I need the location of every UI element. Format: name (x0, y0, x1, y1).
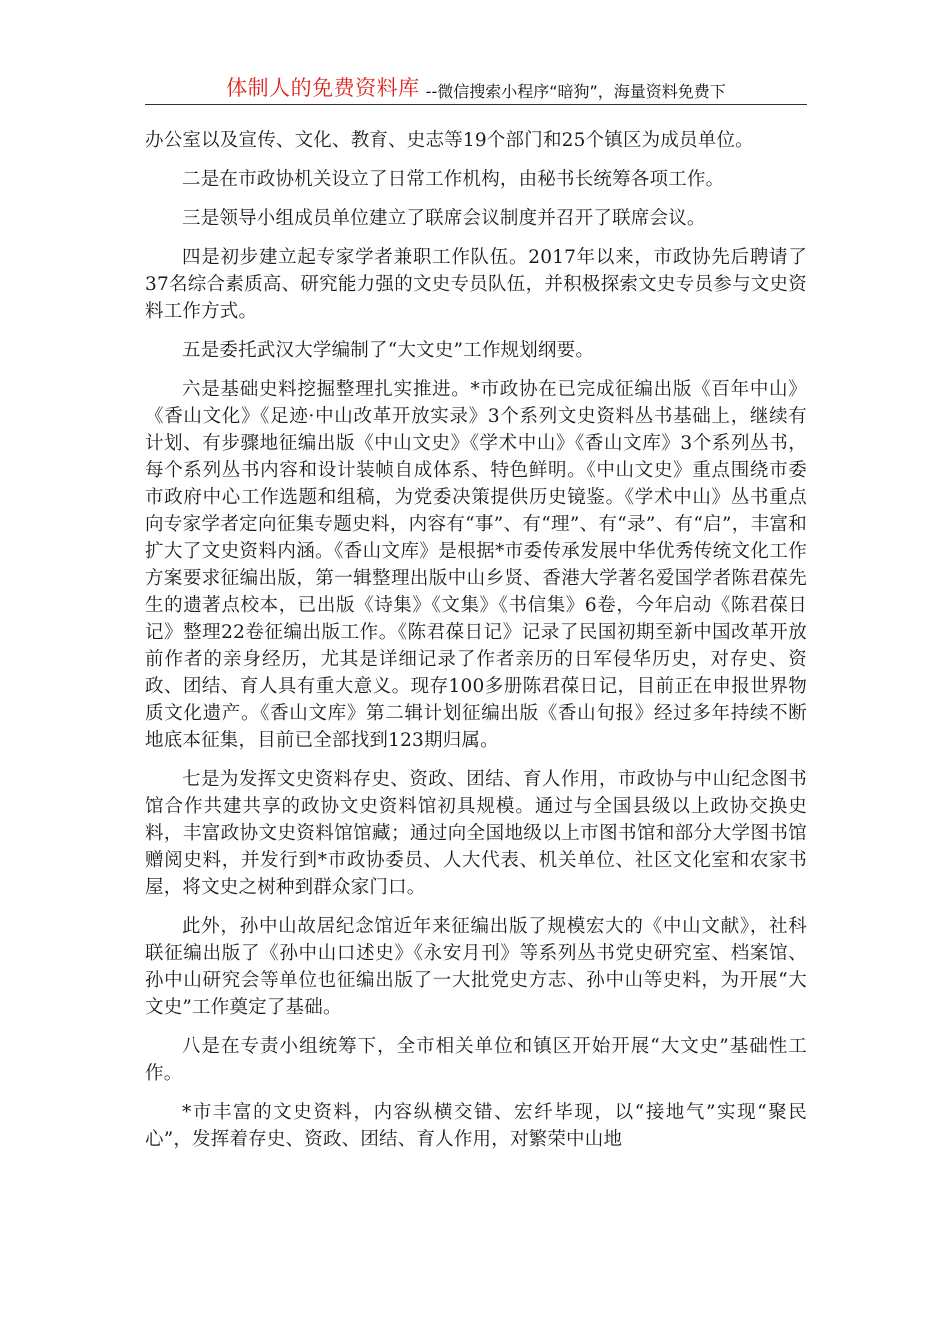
document-body (145, 127, 807, 1165)
paragraph-additional: 此外，孙中山故居纪念馆近年来征编出版了规模宏大的《中山文献》，社科联征编出版了《孙中山口述史》《永安月刊》等系列丛书党史研究室、档案馆、孙中山研究会等单位也征编出版了一大批党史方志、孙中山等史料，为开展“大文史”工作奠定了基础。 (145, 916, 807, 1018)
paragraph-item-7: 七是为发挥文史资料存史、资政、团结、育人作用，市政协与中山纪念图书馆合作共建共享的政协文史资料馆初具规模。通过与全国县级以上政协交换史料，丰富政协文史资料馆馆藏；通过向全国地级以上市图书馆和部分大学图书馆赠阅史料，并发行到*市政协委员、人大代表、机关单位、社区文化室和农家书屋，将文史之树种到群众家门口。 (145, 769, 807, 898)
paragraph-item-3: 三是领导小组成员单位建立了联席会议制度并召开了联席会议。 (182, 208, 706, 229)
paragraph-item-8: 八是在专责小组统筹下，全市相关单位和镇区开始开展“大文史”基础性工作。 (145, 1036, 807, 1084)
header-tagline: --微信搜索小程序“暗狗”，海量资料免费下 (425, 82, 726, 101)
paragraph-item-6: 六是基础史料挖掘整理扎实推进。*市政协在已完成征编出版《百年中山》《香山文化》《足迹·中山改革开放实录》3个系列文史资料丛书基础上，继续有计划、有步骤地征编出版《中山文史》《学术中山》《香山文库》3个系列丛书，每个系列丛书内容和设计装帧自成体系、特色鲜明。《中山文史》重点围绕市委市政府中心工作选题和组稿，为党委决策提供历史镜鉴。《学术中山》丛书重点向专家学者定向征集专题史料，内容有“事”、有“理”、有“录”、有“启”，丰富和扩大了文史资料内涵。《香山文库》是根据*市委传承发展中华优秀传统文化工作方案要求征编出版，第一辑整理出版中山乡贤、香港大学著名爱国学者陈君葆先生的遗著点校本，已出版《诗集》《文集》《书信集》6卷，今年启动《陈君葆日记》整理22卷征编出版工作。《陈君葆日记》记录了民国初期至新中国改革开放前作者的亲身经历，尤其是详细记录了作者亲历的日军侵华历史，对存史、资政、团结、育人具有重大意义。现存100多册陈君葆日记，目前正在申报世界物质文化遗产。《香山文库》第二辑计划征编出版《香山旬报》经过多年持续不断地底本征集，目前已全部找到123期归属。 (145, 379, 807, 751)
paragraph-continuation: 办公室以及宣传、文化、教育、史志等19个部门和25个镇区为成员单位。 (145, 130, 754, 151)
paragraph-item-5: 五是委托武汉大学编制了“大文史”工作规划纲要。 (182, 340, 595, 361)
paragraph-summary: *市丰富的文史资料，内容纵横交错、宏纤毕现，以“接地气”实现“聚民心”，发挥着存史、资政、团结、育人作用，对繁荣中山地 (145, 1102, 807, 1150)
page-header (145, 70, 807, 105)
header-brand: 体制人的免费资料库 (226, 76, 420, 100)
paragraph-item-2: 二是在市政协机关设立了日常工作机构，由秘书长统筹各项工作。 (182, 169, 725, 190)
paragraph-item-4: 四是初步建立起专家学者兼职工作队伍。2017年以来，市政协先后聘请了37名综合素质高、研究能力强的文史专员队伍，并积极探索文史专员参与文史资料工作方式。 (145, 247, 807, 322)
